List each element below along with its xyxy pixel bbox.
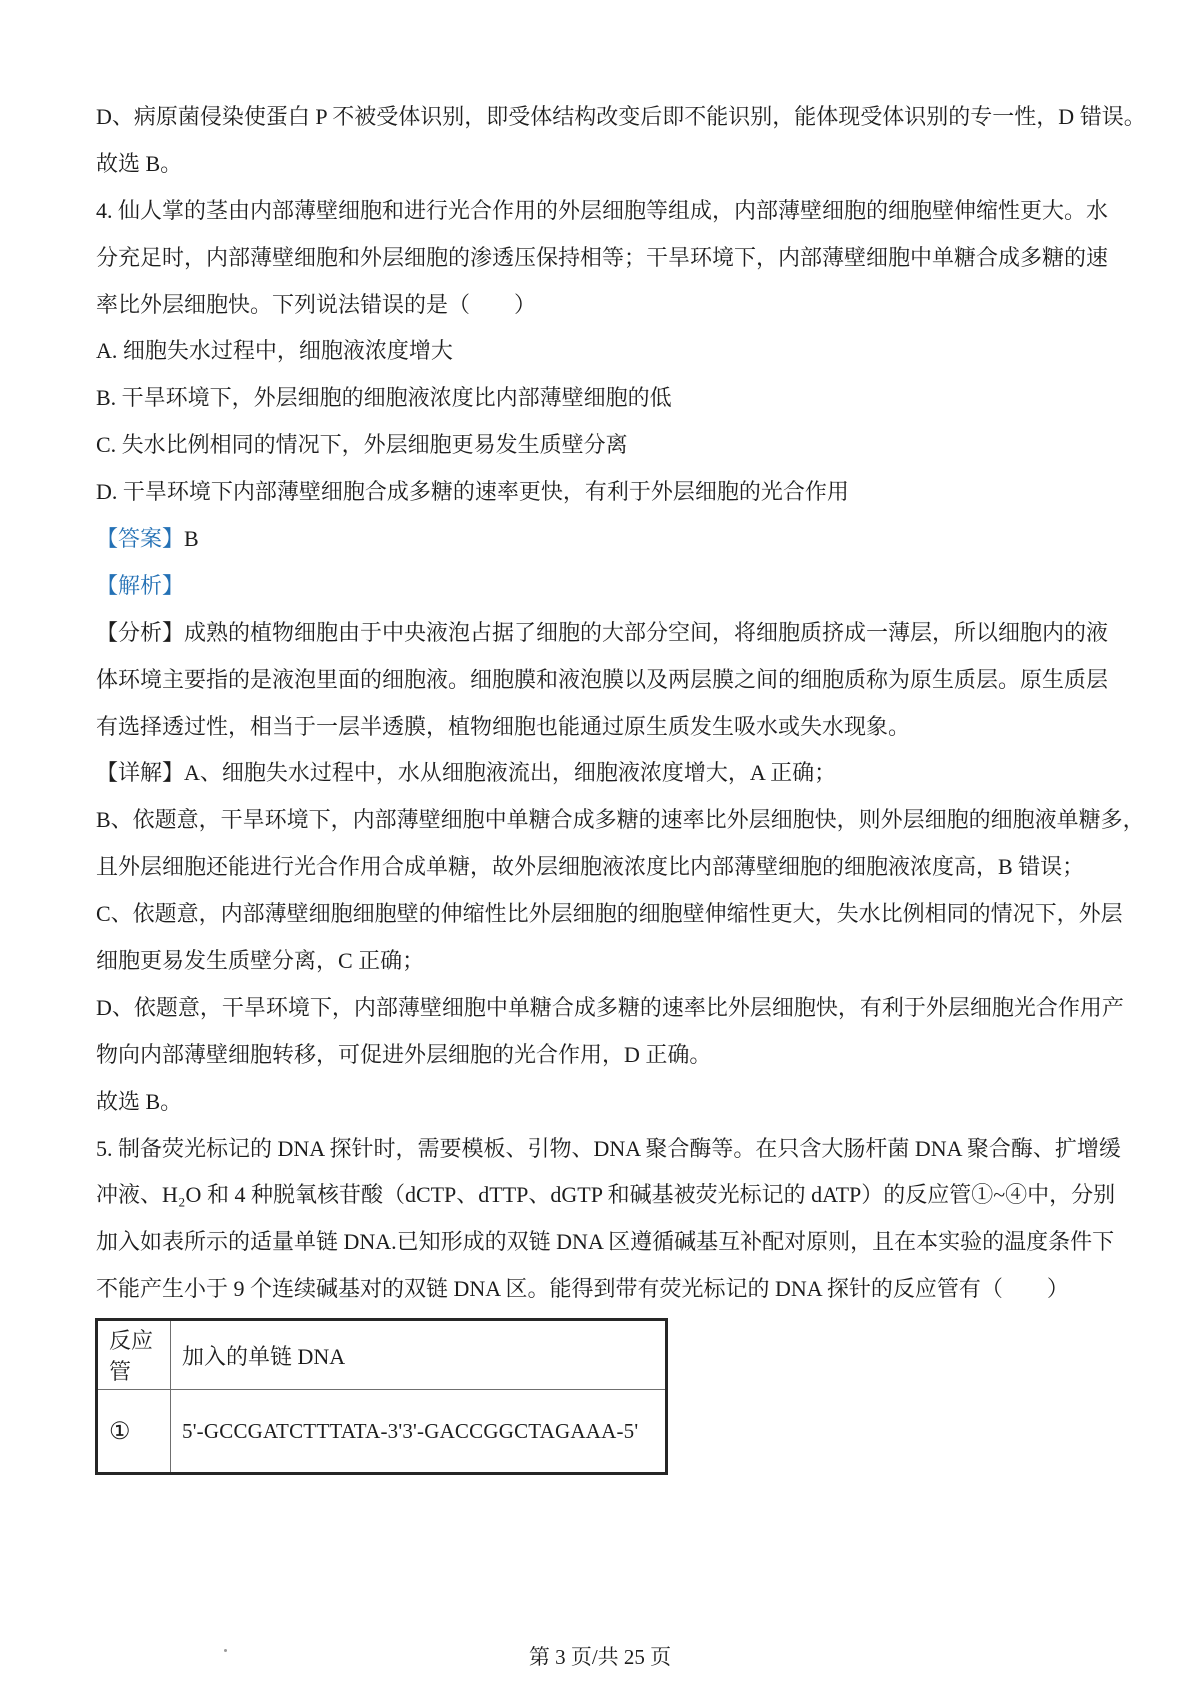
tube-id-cell: ① [97,1390,171,1474]
line-text: 故选 B。 [96,1088,183,1114]
section-label: 【答案】 [96,526,185,552]
line-text: 不能产生小于 9 个连续碱基对的双链 DNA 区。能得到带有荧光标记的 DNA 探针的反应管有（ ） [96,1276,1069,1302]
line-text: 冲液、H₂O 和 4 种脱氧核苷酸（dCTP、dTTP、dGTP 和碱基被荧光标记的 dATP）的反应管①~④中，分别 [96,1182,1116,1208]
line-text: D. 干旱环境下内部薄壁细胞合成多糖的速率更快，有利于外层细胞的光合作用 [96,479,849,505]
text-line [96,141,1136,188]
line-text: 故选 B。 [96,150,183,176]
section-label: 【解析】 [96,572,185,598]
table-header-row [97,1320,667,1390]
text-line [96,610,1136,657]
text-line [96,328,1136,375]
dna-table [95,1318,668,1475]
text-line [96,657,1136,704]
line-text: 有选择透过性，相当于一层半透膜，植物细胞也能通过原生质发生吸水或失水现象。 [96,713,911,739]
text-line [96,985,1136,1032]
text-line [96,563,1136,610]
text-line [96,1172,1136,1219]
line-text: 加入如表所示的适量单链 DNA.已知形成的双链 DNA 区遵循碱基互补配对原则，且在本实验的温度条件下 [96,1229,1115,1255]
text-line [96,94,1146,141]
text-line [96,844,1136,891]
text-line [96,750,1136,797]
text-line [96,422,1136,469]
text-line [96,375,1136,422]
line-text: 分充足时，内部薄壁细胞和外层细胞的渗透压保持相等；干旱环境下，内部薄壁细胞中单糖合成多糖的速 [96,244,1109,270]
text-line [96,891,1136,938]
text-line [96,469,1136,516]
text-line [96,282,1136,329]
line-text: 且外层细胞还能进行光合作用合成单糖，故外层细胞液浓度比内部薄壁细胞的细胞液浓度高，B 错误； [96,854,1085,880]
text-body [96,94,1146,1313]
line-text: 【详解】A、细胞失水过程中，水从细胞液流出，细胞液浓度增大，A 正确； [96,760,837,786]
line-text: 物向内部薄壁细胞转移，可促进外层细胞的光合作用，D 正确。 [96,1041,712,1067]
table-header-dna: 加入的单链 DNA [171,1320,667,1390]
text-line [96,1266,1136,1313]
line-text: C、依题意，内部薄壁细胞细胞壁的伸缩性比外层细胞的细胞壁伸缩性更大，失水比例相同的情况下，外层 [96,901,1123,927]
text-line [96,797,1145,844]
text-line [96,938,1136,985]
line-text: C. 失水比例相同的情况下，外层细胞更易发生质壁分离 [96,432,628,458]
line-text: D、病原菌侵染使蛋白 P 不被受体识别，即受体结构改变后即不能识别，能体现受体识别的专一性，D 错误。 [96,104,1146,129]
text-line [96,235,1136,282]
line-text: 【分析】成熟的植物细胞由于中央液泡占据了细胞的大部分空间，将细胞质挤成一薄层，所以细胞内的液 [96,619,1109,645]
text-line [96,1079,1136,1126]
line-text: 4. 仙人掌的茎由内部薄壁细胞和进行光合作用的外层细胞等组成，内部薄壁细胞的细胞壁伸缩性更大。水 [96,197,1109,223]
text-line [96,1219,1136,1266]
scan-artifact-dot [224,1649,227,1652]
table-header-tube: 反应管 [97,1320,171,1390]
line-text: 5. 制备荧光标记的 DNA 探针时，需要模板、引物、DNA 聚合酶等。在只含大肠杆菌 DNA 聚合酶、扩增缓 [96,1135,1121,1161]
text-line [96,1126,1136,1173]
text-line [96,188,1136,235]
text-line [96,516,1136,563]
line-text: A. 细胞失水过程中，细胞液浓度增大 [96,338,453,364]
line-text: B、依题意，干旱环境下，内部薄壁细胞中单糖合成多糖的速率比外层细胞快，则外层细胞的细胞液单糖多， [96,807,1145,833]
line-text: B [184,526,199,552]
line-text: D、依题意，干旱环境下，内部薄壁细胞中单糖合成多糖的速率比外层细胞快，有利于外层细胞光合作用产 [96,994,1124,1020]
text-line [96,1032,1136,1079]
dna-sequence-cell: 5'-GCCGATCTTTATA-3'3'-GACCGGCTAGAAA-5' [171,1390,667,1474]
line-text: 体环境主要指的是液泡里面的细胞液。细胞膜和液泡膜以及两层膜之间的细胞质称为原生质层。原生质层 [96,666,1109,692]
line-text: 细胞更易发生质壁分离，C 正确； [96,948,425,974]
line-text: 率比外层细胞快。下列说法错误的是（ ） [96,291,537,317]
line-text: B. 干旱环境下，外层细胞的细胞液浓度比内部薄壁细胞的低 [96,385,672,411]
page-number: 第 3 页/共 25 页 [528,1645,672,1669]
text-line [96,704,1136,751]
table-row [97,1390,667,1474]
